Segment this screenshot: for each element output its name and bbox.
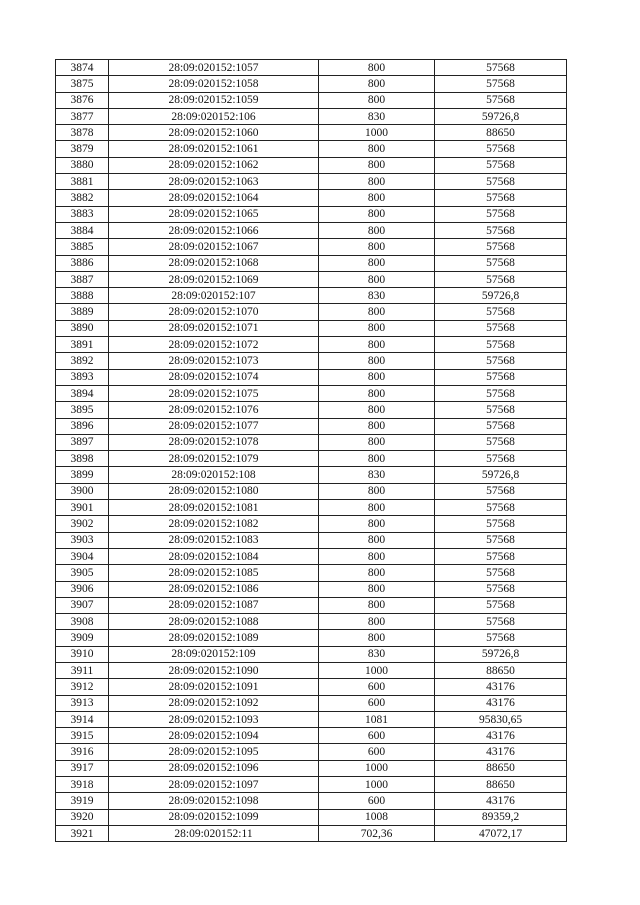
area-cell: 800 bbox=[319, 320, 435, 336]
table-row bbox=[56, 679, 567, 695]
row-number-cell: 3898 bbox=[56, 451, 109, 467]
cadastral-number-cell: 28:09:020152:1074 bbox=[109, 369, 319, 385]
area-cell: 800 bbox=[319, 581, 435, 597]
area-cell: 830 bbox=[319, 288, 435, 304]
row-number-cell: 3904 bbox=[56, 548, 109, 564]
row-number-cell: 3878 bbox=[56, 125, 109, 141]
row-number-cell: 3903 bbox=[56, 532, 109, 548]
row-number-cell: 3913 bbox=[56, 695, 109, 711]
area-cell: 800 bbox=[319, 385, 435, 401]
area-cell: 800 bbox=[319, 60, 435, 76]
table-row bbox=[56, 288, 567, 304]
area-cell: 800 bbox=[319, 548, 435, 564]
area-cell: 800 bbox=[319, 353, 435, 369]
value-cell: 88650 bbox=[435, 662, 567, 678]
row-number-cell: 3905 bbox=[56, 565, 109, 581]
area-cell: 830 bbox=[319, 646, 435, 662]
row-number-cell: 3917 bbox=[56, 760, 109, 776]
table-row bbox=[56, 157, 567, 173]
area-cell: 600 bbox=[319, 679, 435, 695]
area-cell: 800 bbox=[319, 255, 435, 271]
row-number-cell: 3893 bbox=[56, 369, 109, 385]
value-cell: 57568 bbox=[435, 206, 567, 222]
value-cell: 59726,8 bbox=[435, 288, 567, 304]
area-cell: 1000 bbox=[319, 125, 435, 141]
value-cell: 57568 bbox=[435, 434, 567, 450]
row-number-cell: 3918 bbox=[56, 777, 109, 793]
row-number-cell: 3889 bbox=[56, 304, 109, 320]
cadastral-number-cell: 28:09:020152:1096 bbox=[109, 760, 319, 776]
cadastral-number-cell: 28:09:020152:1092 bbox=[109, 695, 319, 711]
table-row bbox=[56, 125, 567, 141]
cadastral-number-cell: 28:09:020152:1066 bbox=[109, 222, 319, 238]
table-row bbox=[56, 500, 567, 516]
table-row bbox=[56, 467, 567, 483]
area-cell: 600 bbox=[319, 695, 435, 711]
value-cell: 57568 bbox=[435, 385, 567, 401]
row-number-cell: 3908 bbox=[56, 614, 109, 630]
value-cell: 57568 bbox=[435, 337, 567, 353]
table-row bbox=[56, 581, 567, 597]
row-number-cell: 3885 bbox=[56, 239, 109, 255]
table-row bbox=[56, 337, 567, 353]
value-cell: 57568 bbox=[435, 271, 567, 287]
area-cell: 1000 bbox=[319, 760, 435, 776]
cadastral-number-cell: 28:09:020152:1081 bbox=[109, 500, 319, 516]
area-cell: 800 bbox=[319, 630, 435, 646]
cadastral-number-cell: 28:09:020152:1075 bbox=[109, 385, 319, 401]
table-row bbox=[56, 402, 567, 418]
row-number-cell: 3916 bbox=[56, 744, 109, 760]
area-cell: 800 bbox=[319, 418, 435, 434]
table-row bbox=[56, 353, 567, 369]
cadastral-number-cell: 28:09:020152:1070 bbox=[109, 304, 319, 320]
cadastral-number-cell: 28:09:020152:1060 bbox=[109, 125, 319, 141]
area-cell: 800 bbox=[319, 483, 435, 499]
data-table bbox=[55, 59, 567, 842]
row-number-cell: 3877 bbox=[56, 108, 109, 124]
cadastral-number-cell: 28:09:020152:1076 bbox=[109, 402, 319, 418]
row-number-cell: 3884 bbox=[56, 222, 109, 238]
value-cell: 43176 bbox=[435, 728, 567, 744]
area-cell: 800 bbox=[319, 157, 435, 173]
row-number-cell: 3895 bbox=[56, 402, 109, 418]
row-number-cell: 3888 bbox=[56, 288, 109, 304]
cadastral-number-cell: 28:09:020152:1085 bbox=[109, 565, 319, 581]
cadastral-number-cell: 28:09:020152:107 bbox=[109, 288, 319, 304]
area-cell: 600 bbox=[319, 728, 435, 744]
row-number-cell: 3896 bbox=[56, 418, 109, 434]
row-number-cell: 3875 bbox=[56, 76, 109, 92]
table-row bbox=[56, 597, 567, 613]
value-cell: 88650 bbox=[435, 777, 567, 793]
row-number-cell: 3914 bbox=[56, 711, 109, 727]
table-row bbox=[56, 516, 567, 532]
table-row bbox=[56, 711, 567, 727]
table-row bbox=[56, 141, 567, 157]
area-cell: 830 bbox=[319, 467, 435, 483]
area-cell: 800 bbox=[319, 402, 435, 418]
table-row bbox=[56, 108, 567, 124]
area-cell: 800 bbox=[319, 337, 435, 353]
area-cell: 830 bbox=[319, 108, 435, 124]
value-cell: 57568 bbox=[435, 141, 567, 157]
cadastral-number-cell: 28:09:020152:1073 bbox=[109, 353, 319, 369]
value-cell: 88650 bbox=[435, 125, 567, 141]
cadastral-number-cell: 28:09:020152:1071 bbox=[109, 320, 319, 336]
area-cell: 800 bbox=[319, 304, 435, 320]
value-cell: 57568 bbox=[435, 320, 567, 336]
cadastral-number-cell: 28:09:020152:1077 bbox=[109, 418, 319, 434]
area-cell: 800 bbox=[319, 532, 435, 548]
value-cell: 57568 bbox=[435, 76, 567, 92]
row-number-cell: 3882 bbox=[56, 190, 109, 206]
cadastral-number-cell: 28:09:020152:1088 bbox=[109, 614, 319, 630]
table-row bbox=[56, 565, 567, 581]
value-cell: 57568 bbox=[435, 500, 567, 516]
table-row bbox=[56, 60, 567, 76]
row-number-cell: 3906 bbox=[56, 581, 109, 597]
row-number-cell: 3890 bbox=[56, 320, 109, 336]
cadastral-number-cell: 28:09:020152:1059 bbox=[109, 92, 319, 108]
row-number-cell: 3920 bbox=[56, 809, 109, 825]
row-number-cell: 3891 bbox=[56, 337, 109, 353]
table-row bbox=[56, 483, 567, 499]
value-cell: 57568 bbox=[435, 92, 567, 108]
value-cell: 43176 bbox=[435, 793, 567, 809]
table-row bbox=[56, 418, 567, 434]
cadastral-number-cell: 28:09:020152:109 bbox=[109, 646, 319, 662]
row-number-cell: 3881 bbox=[56, 174, 109, 190]
row-number-cell: 3880 bbox=[56, 157, 109, 173]
cadastral-number-cell: 28:09:020152:1067 bbox=[109, 239, 319, 255]
table-row bbox=[56, 532, 567, 548]
table-row bbox=[56, 614, 567, 630]
row-number-cell: 3886 bbox=[56, 255, 109, 271]
value-cell: 59726,8 bbox=[435, 646, 567, 662]
cadastral-number-cell: 28:09:020152:1068 bbox=[109, 255, 319, 271]
row-number-cell: 3915 bbox=[56, 728, 109, 744]
cadastral-number-cell: 28:09:020152:1065 bbox=[109, 206, 319, 222]
value-cell: 47072,17 bbox=[435, 825, 567, 841]
table-row bbox=[56, 190, 567, 206]
value-cell: 57568 bbox=[435, 255, 567, 271]
table-row bbox=[56, 630, 567, 646]
area-cell: 800 bbox=[319, 174, 435, 190]
value-cell: 57568 bbox=[435, 369, 567, 385]
cadastral-number-cell: 28:09:020152:1084 bbox=[109, 548, 319, 564]
value-cell: 59726,8 bbox=[435, 108, 567, 124]
row-number-cell: 3883 bbox=[56, 206, 109, 222]
area-cell: 800 bbox=[319, 500, 435, 516]
area-cell: 800 bbox=[319, 516, 435, 532]
cadastral-number-cell: 28:09:020152:1093 bbox=[109, 711, 319, 727]
row-number-cell: 3887 bbox=[56, 271, 109, 287]
cadastral-number-cell: 28:09:020152:1095 bbox=[109, 744, 319, 760]
area-cell: 702,36 bbox=[319, 825, 435, 841]
cadastral-number-cell: 28:09:020152:1083 bbox=[109, 532, 319, 548]
value-cell: 88650 bbox=[435, 760, 567, 776]
table-row bbox=[56, 744, 567, 760]
table-row bbox=[56, 809, 567, 825]
area-cell: 800 bbox=[319, 369, 435, 385]
value-cell: 57568 bbox=[435, 451, 567, 467]
area-cell: 800 bbox=[319, 206, 435, 222]
cadastral-number-cell: 28:09:020152:1099 bbox=[109, 809, 319, 825]
value-cell: 57568 bbox=[435, 304, 567, 320]
value-cell: 57568 bbox=[435, 353, 567, 369]
value-cell: 57568 bbox=[435, 239, 567, 255]
table-row bbox=[56, 239, 567, 255]
value-cell: 57568 bbox=[435, 483, 567, 499]
area-cell: 800 bbox=[319, 271, 435, 287]
cadastral-number-cell: 28:09:020152:108 bbox=[109, 467, 319, 483]
cadastral-number-cell: 28:09:020152:1063 bbox=[109, 174, 319, 190]
cadastral-number-cell: 28:09:020152:1091 bbox=[109, 679, 319, 695]
cadastral-number-cell: 28:09:020152:1078 bbox=[109, 434, 319, 450]
table-row bbox=[56, 320, 567, 336]
cadastral-number-cell: 28:09:020152:1061 bbox=[109, 141, 319, 157]
value-cell: 57568 bbox=[435, 418, 567, 434]
value-cell: 95830,65 bbox=[435, 711, 567, 727]
value-cell: 57568 bbox=[435, 174, 567, 190]
area-cell: 600 bbox=[319, 793, 435, 809]
row-number-cell: 3912 bbox=[56, 679, 109, 695]
area-cell: 800 bbox=[319, 222, 435, 238]
row-number-cell: 3876 bbox=[56, 92, 109, 108]
table-row bbox=[56, 76, 567, 92]
table-row bbox=[56, 793, 567, 809]
cadastral-number-cell: 28:09:020152:1082 bbox=[109, 516, 319, 532]
cadastral-number-cell: 28:09:020152:1072 bbox=[109, 337, 319, 353]
row-number-cell: 3902 bbox=[56, 516, 109, 532]
value-cell: 57568 bbox=[435, 565, 567, 581]
row-number-cell: 3919 bbox=[56, 793, 109, 809]
table-row bbox=[56, 369, 567, 385]
table-row bbox=[56, 271, 567, 287]
cadastral-number-cell: 28:09:020152:1098 bbox=[109, 793, 319, 809]
value-cell: 57568 bbox=[435, 157, 567, 173]
table-row bbox=[56, 777, 567, 793]
cadastral-number-cell: 28:09:020152:1062 bbox=[109, 157, 319, 173]
row-number-cell: 3899 bbox=[56, 467, 109, 483]
table-body bbox=[56, 60, 567, 842]
area-cell: 800 bbox=[319, 597, 435, 613]
row-number-cell: 3901 bbox=[56, 500, 109, 516]
table-row bbox=[56, 206, 567, 222]
cadastral-number-cell: 28:09:020152:1069 bbox=[109, 271, 319, 287]
value-cell: 57568 bbox=[435, 597, 567, 613]
area-cell: 1081 bbox=[319, 711, 435, 727]
table-row bbox=[56, 451, 567, 467]
row-number-cell: 3910 bbox=[56, 646, 109, 662]
cadastral-number-cell: 28:09:020152:1097 bbox=[109, 777, 319, 793]
cadastral-number-cell: 28:09:020152:1057 bbox=[109, 60, 319, 76]
cadastral-number-cell: 28:09:020152:1080 bbox=[109, 483, 319, 499]
cadastral-number-cell: 28:09:020152:1086 bbox=[109, 581, 319, 597]
cadastral-number-cell: 28:09:020152:106 bbox=[109, 108, 319, 124]
table-row bbox=[56, 825, 567, 841]
area-cell: 800 bbox=[319, 565, 435, 581]
table-row bbox=[56, 385, 567, 401]
table-row bbox=[56, 255, 567, 271]
table-row bbox=[56, 304, 567, 320]
row-number-cell: 3911 bbox=[56, 662, 109, 678]
area-cell: 800 bbox=[319, 434, 435, 450]
row-number-cell: 3892 bbox=[56, 353, 109, 369]
table-row bbox=[56, 222, 567, 238]
area-cell: 1008 bbox=[319, 809, 435, 825]
area-cell: 1000 bbox=[319, 662, 435, 678]
cadastral-number-cell: 28:09:020152:1087 bbox=[109, 597, 319, 613]
table-row bbox=[56, 174, 567, 190]
value-cell: 43176 bbox=[435, 679, 567, 695]
value-cell: 57568 bbox=[435, 60, 567, 76]
value-cell: 57568 bbox=[435, 222, 567, 238]
row-number-cell: 3897 bbox=[56, 434, 109, 450]
row-number-cell: 3921 bbox=[56, 825, 109, 841]
table-row bbox=[56, 728, 567, 744]
area-cell: 800 bbox=[319, 92, 435, 108]
table-row bbox=[56, 662, 567, 678]
row-number-cell: 3894 bbox=[56, 385, 109, 401]
value-cell: 57568 bbox=[435, 630, 567, 646]
value-cell: 43176 bbox=[435, 695, 567, 711]
value-cell: 57568 bbox=[435, 516, 567, 532]
cadastral-number-cell: 28:09:020152:11 bbox=[109, 825, 319, 841]
cadastral-number-cell: 28:09:020152:1058 bbox=[109, 76, 319, 92]
value-cell: 57568 bbox=[435, 581, 567, 597]
area-cell: 1000 bbox=[319, 777, 435, 793]
value-cell: 57568 bbox=[435, 190, 567, 206]
cadastral-number-cell: 28:09:020152:1090 bbox=[109, 662, 319, 678]
value-cell: 89359,2 bbox=[435, 809, 567, 825]
cadastral-number-cell: 28:09:020152:1079 bbox=[109, 451, 319, 467]
area-cell: 800 bbox=[319, 76, 435, 92]
area-cell: 800 bbox=[319, 614, 435, 630]
value-cell: 57568 bbox=[435, 614, 567, 630]
row-number-cell: 3874 bbox=[56, 60, 109, 76]
table-row bbox=[56, 646, 567, 662]
area-cell: 600 bbox=[319, 744, 435, 760]
row-number-cell: 3909 bbox=[56, 630, 109, 646]
row-number-cell: 3879 bbox=[56, 141, 109, 157]
row-number-cell: 3907 bbox=[56, 597, 109, 613]
value-cell: 43176 bbox=[435, 744, 567, 760]
area-cell: 800 bbox=[319, 190, 435, 206]
area-cell: 800 bbox=[319, 451, 435, 467]
table-row bbox=[56, 92, 567, 108]
cadastral-number-cell: 28:09:020152:1089 bbox=[109, 630, 319, 646]
area-cell: 800 bbox=[319, 141, 435, 157]
value-cell: 57568 bbox=[435, 402, 567, 418]
value-cell: 57568 bbox=[435, 548, 567, 564]
row-number-cell: 3900 bbox=[56, 483, 109, 499]
table-row bbox=[56, 434, 567, 450]
value-cell: 59726,8 bbox=[435, 467, 567, 483]
table-row bbox=[56, 760, 567, 776]
area-cell: 800 bbox=[319, 239, 435, 255]
table-row bbox=[56, 695, 567, 711]
cadastral-number-cell: 28:09:020152:1064 bbox=[109, 190, 319, 206]
cadastral-number-cell: 28:09:020152:1094 bbox=[109, 728, 319, 744]
table-row bbox=[56, 548, 567, 564]
value-cell: 57568 bbox=[435, 532, 567, 548]
